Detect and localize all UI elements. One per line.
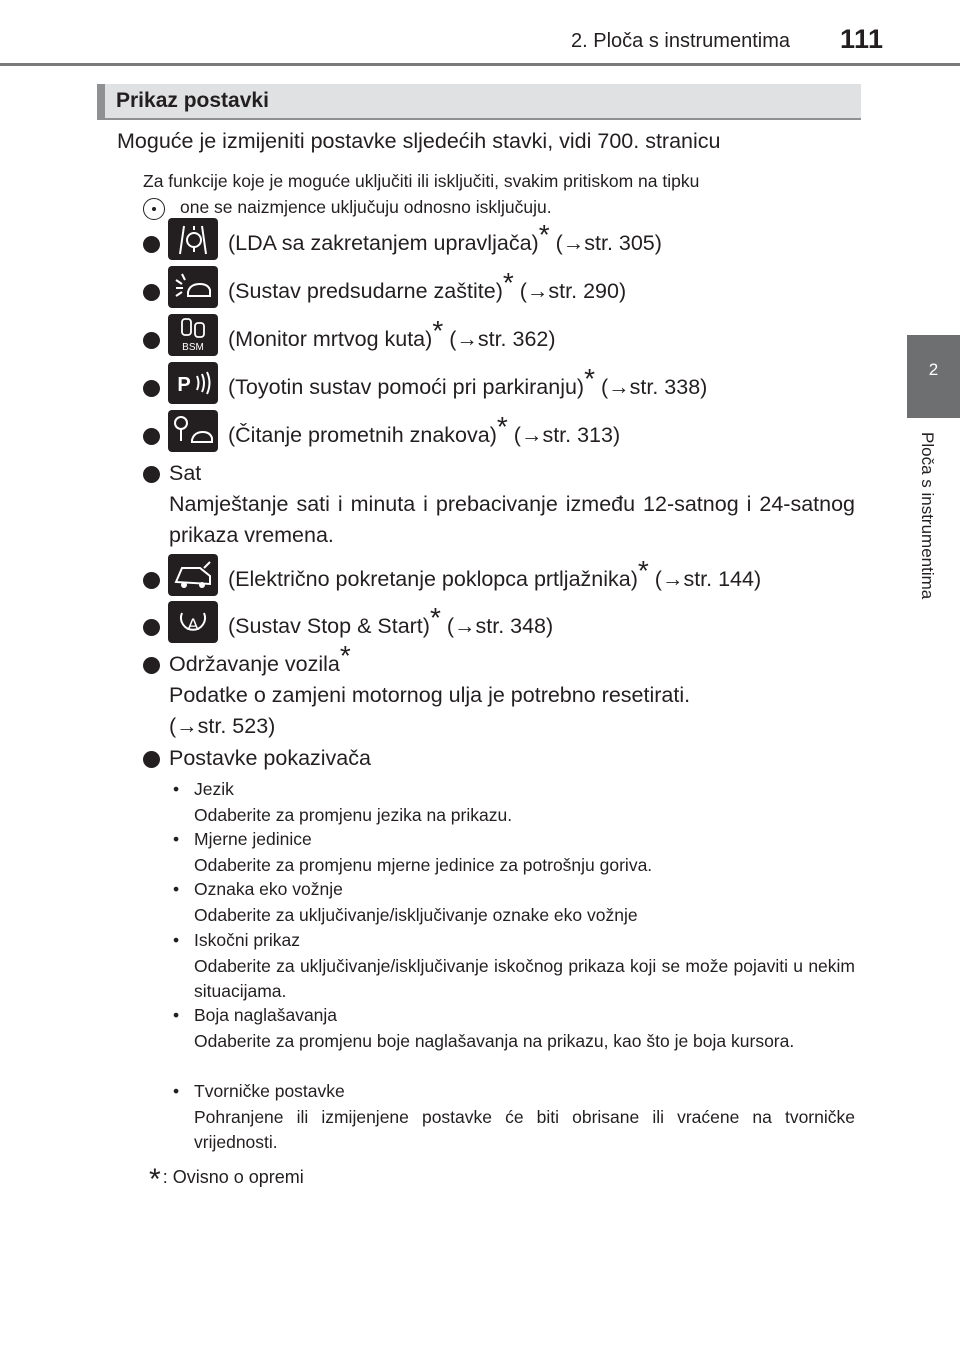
bullet-dot [143, 657, 160, 674]
bullet-dot [143, 380, 160, 397]
section-heading: Prikaz postavki [97, 84, 861, 120]
road-sign-icon [168, 410, 218, 452]
stop-start-icon [168, 601, 218, 643]
bullet-dot [143, 284, 160, 301]
svg-text:A: A [187, 615, 199, 634]
lda-steering-icon [168, 218, 218, 260]
sub-list-item: • Mjerne jedinice Odaberite za promjenu mjerne jedinice za potrošnju goriva. [173, 829, 653, 875]
sub-list-item: • Iskočni prikaz Odaberite za uključivanje/isključivanje iskočnog prikaza koji se može pojaviti u nekim situacijama. [173, 930, 855, 1001]
svg-text:P: P [177, 374, 191, 396]
chapter-tab-label: Ploča s instrumentima [918, 432, 937, 600]
bullet-dot [143, 572, 160, 589]
footnote: * : Ovisno o opremi [149, 1163, 304, 1196]
bullet-dot [143, 466, 160, 483]
header-rule [0, 63, 960, 66]
page-number: 111 [840, 24, 884, 54]
power-back-door-icon [168, 554, 218, 596]
bullet-dot [143, 751, 160, 768]
bullet-dot [143, 619, 160, 636]
sub-list-item: • Boja naglašavanja Odaberite za promjenu boje naglašavanja na prikazu, kao što je boja kursora. [173, 1005, 795, 1051]
bsm-icon [168, 314, 218, 356]
intro-text: Moguće je izmijeniti postavke sljedećih stavki, vidi 700. stranicu [117, 129, 721, 153]
running-header-title: 2. Ploča s instrumentima [571, 30, 790, 52]
sub-list-item: • Oznaka eko vožnje Odaberite za uključivanje/isključivanje oznake eko vožnje [173, 879, 638, 925]
pre-collision-icon [168, 266, 218, 308]
svg-text:BSM: BSM [182, 342, 204, 353]
bullet-dot [143, 428, 160, 445]
sub-list-item: • Tvorničke postavke Pohranjene ili izmijenjene postavke će biti obrisane ili vraćene na tvorničke vrijednosti. [173, 1081, 855, 1152]
sub-list-item: • Jezik Odaberite za promjenu jezika na prikazu. [173, 779, 513, 825]
parking-assist-icon [168, 362, 218, 404]
bullet-dot [143, 236, 160, 253]
chapter-tab: 2 [907, 335, 960, 418]
bullet-dot [143, 332, 160, 349]
note-text: Za funkcije koje je moguće uključiti ili isključiti, svakim pritiskom na tipku one se naizmjence uključuju odnosno isključuju. [143, 168, 855, 220]
dial-button-icon [143, 198, 165, 220]
